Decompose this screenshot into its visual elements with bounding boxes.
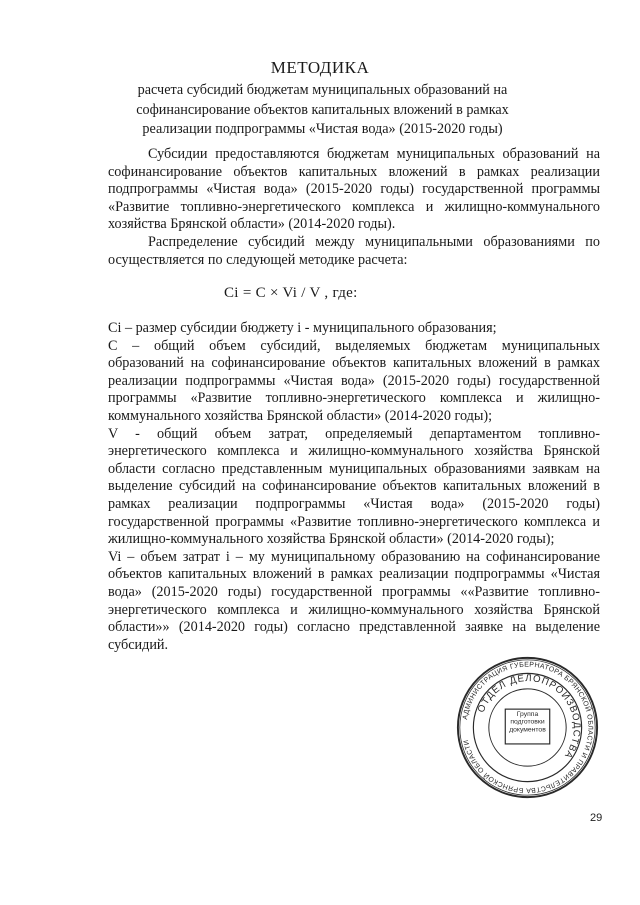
definition-ci: Ci – размер субсидии бюджету i - муниципального образования; [108,320,497,336]
stamp-center-text: Группа подготовки документов [509,711,546,734]
stamp-ring-text: ОТДЕЛ ДЕЛОПРОИЗВОДСТВА [475,673,583,761]
definition-vi: Vi – объем затрат i – му муниципальному образованию на софинансирование объектов капитальных вложений в рамках реализации подпрограммы «Чистая вода» (2015-2020 годы) государственной программы ««Развитие топливно-энергетического комплекса и жилищно-коммунального хозяйства Брянской области»» (2014-2020 годы) согласно представленной заявке на выделение субсидий. [108,548,600,653]
definition-c: С – общий объем субсидий, выделяемых бюджетам муниципальных образований на софинансирование объектов капитальных вложений в рамках реализации подпрограммы «Чистая вода» (2015-2020 годы) государственной программы «Развитие топливно-энергетического комплекса и жилищно-коммунального хозяйства Брянской области» (2014-2020 годы); [108,337,600,424]
calculation-formula: Ci = C × Vi / V , где: [224,285,358,301]
page-number: 29 [590,812,603,824]
distribution-paragraph: Распределение субсидий между муниципальными образованиями по осуществляется по следующей методике расчета: [108,234,600,268]
definition-v: V - общий объем затрат, определяемый департаментом топливно-энергетического комплекса и жилищно-коммунального хозяйства Брянской области согласно представленным муниципальных образованиями заявкам на выделение субсидий на софинансирование объектов капитальных вложений в рамках реализации подпрограммы «Чистая вода» (2015-2020 годы) государственной программы «Развитие топливно-энергетического комплекса и жилищно-коммунального хозяйства Брянской области» (2014-2020 годы); [108,425,600,548]
document-title: МЕТОДИКА [270,58,370,77]
stamp-outer-text: АДМИНИСТРАЦИЯ ГУБЕРНАТОРА БРЯНСКОЙ ОБЛАСТИ И ПРАВИТЕЛЬСТВА БРЯНСКОЙ ОБЛАСТИ [462,661,594,794]
definitions-list [108,320,600,654]
intro-paragraph: Субсидии предоставляются бюджетам муниципальных образований на софинансирование объектов капитальных вложений в рамках реализации подпрограммы «Чистая вода» (2015-2020 годы) государственной программы «Развитие топливно-энергетического комплекса и жилищно-коммунального хозяйства Брянской области» (2014-2020 годы). [108,146,600,233]
document-subtitle: расчета субсидий бюджетам муниципальных образований на софинансирование объектов капитальных вложений в рамках реализации подпрограммы «Чистая вода» (2015-2020 годы) [136,82,509,137]
official-stamp [455,655,600,800]
